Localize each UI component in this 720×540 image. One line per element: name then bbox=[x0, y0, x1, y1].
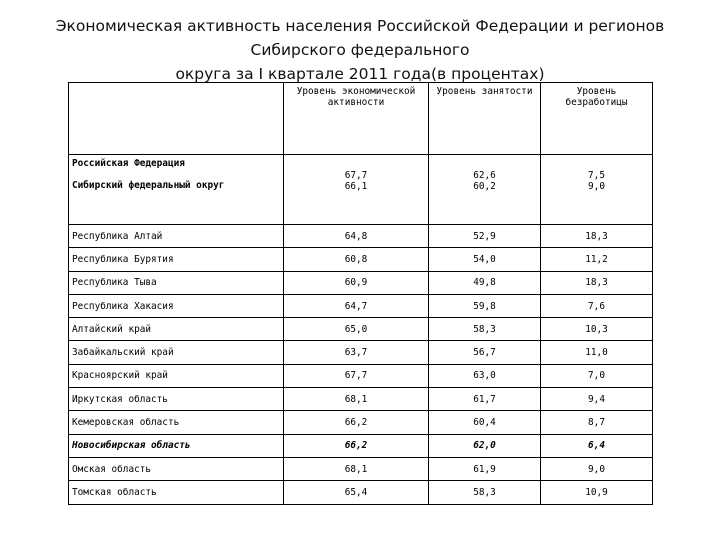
employment-value: 56,7 bbox=[429, 341, 541, 364]
summary-unemployment bbox=[541, 155, 653, 225]
employment-value: 54,0 bbox=[429, 248, 541, 271]
region-name: Новосибирская область bbox=[69, 434, 284, 457]
unemployment-value: 7,0 bbox=[541, 364, 653, 387]
employment-value: 61,7 bbox=[429, 388, 541, 411]
activity-value: 60,9 bbox=[284, 271, 429, 294]
activity-value: 67,7 bbox=[284, 364, 429, 387]
activity-value: 65,0 bbox=[284, 318, 429, 341]
summary-names bbox=[69, 155, 284, 225]
summary-employment bbox=[429, 155, 541, 225]
region-name: Томская область bbox=[69, 481, 284, 504]
header-activity: Уровень экономической активности bbox=[284, 83, 429, 155]
region-name: Республика Тыва bbox=[69, 271, 284, 294]
region-name: Иркутская область bbox=[69, 388, 284, 411]
unemployment-value: 6,4 bbox=[541, 434, 653, 457]
table-row bbox=[69, 364, 653, 387]
header-cell-empty bbox=[69, 83, 284, 155]
activity-table bbox=[68, 82, 653, 505]
employment-value: 60,4 bbox=[429, 411, 541, 434]
page-title bbox=[0, 14, 720, 86]
activity-value: 66,2 bbox=[284, 434, 429, 457]
unemployment-value: 9,4 bbox=[541, 388, 653, 411]
activity-value: 66,2 bbox=[284, 411, 429, 434]
sfo-activity: 66,1 bbox=[344, 181, 368, 192]
region-name: Республика Хакасия bbox=[69, 294, 284, 317]
table-row bbox=[69, 388, 653, 411]
rf-employment: 62,6 bbox=[473, 170, 496, 181]
header-unemployment: Уровень безработицы bbox=[541, 83, 653, 155]
table-row bbox=[69, 271, 653, 294]
table-row bbox=[69, 481, 653, 504]
header-row bbox=[69, 83, 653, 155]
sfo-label: Сибирский федеральный округ bbox=[72, 180, 225, 191]
summary-activity bbox=[284, 155, 429, 225]
region-name: Республика Алтай bbox=[69, 225, 284, 248]
employment-value: 58,3 bbox=[429, 481, 541, 504]
unemployment-value: 8,7 bbox=[541, 411, 653, 434]
table-row bbox=[69, 248, 653, 271]
table-row bbox=[69, 411, 653, 434]
employment-value: 52,9 bbox=[429, 225, 541, 248]
rf-activity: 67,7 bbox=[344, 170, 368, 181]
rf-label: Российская Федерация bbox=[72, 158, 185, 169]
employment-value: 63,0 bbox=[429, 364, 541, 387]
unemployment-value: 18,3 bbox=[541, 271, 653, 294]
unemployment-value: 9,0 bbox=[541, 457, 653, 480]
header-employment: Уровень занятости bbox=[429, 83, 541, 155]
region-name: Алтайский край bbox=[69, 318, 284, 341]
table-row bbox=[69, 294, 653, 317]
table-row bbox=[69, 225, 653, 248]
region-name: Омская область bbox=[69, 457, 284, 480]
unemployment-value: 18,3 bbox=[541, 225, 653, 248]
activity-value: 63,7 bbox=[284, 341, 429, 364]
activity-value: 60,8 bbox=[284, 248, 429, 271]
title-line-3: округа за I квартале 2011 года(в процентах) bbox=[175, 65, 545, 83]
employment-value: 62,0 bbox=[429, 434, 541, 457]
employment-value: 58,3 bbox=[429, 318, 541, 341]
unemployment-value: 11,0 bbox=[541, 341, 653, 364]
unemployment-value: 11,2 bbox=[541, 248, 653, 271]
employment-value: 49,8 bbox=[429, 271, 541, 294]
table-row bbox=[69, 457, 653, 480]
region-name: Забайкальский край bbox=[69, 341, 284, 364]
activity-value: 68,1 bbox=[284, 457, 429, 480]
activity-value: 64,7 bbox=[284, 294, 429, 317]
employment-value: 59,8 bbox=[429, 294, 541, 317]
title-line-2: Сибирского федерального bbox=[250, 41, 470, 59]
activity-value: 68,1 bbox=[284, 388, 429, 411]
region-name: Кемеровская область bbox=[69, 411, 284, 434]
region-name: Республика Бурятия bbox=[69, 248, 284, 271]
rf-unemployment: 7,5 bbox=[588, 170, 605, 181]
unemployment-value: 7,6 bbox=[541, 294, 653, 317]
region-name: Красноярский край bbox=[69, 364, 284, 387]
summary-row bbox=[69, 155, 653, 225]
employment-value: 61,9 bbox=[429, 457, 541, 480]
table-row bbox=[69, 434, 653, 457]
table-row bbox=[69, 341, 653, 364]
unemployment-value: 10,3 bbox=[541, 318, 653, 341]
table-row bbox=[69, 318, 653, 341]
unemployment-value: 10,9 bbox=[541, 481, 653, 504]
activity-value: 65,4 bbox=[284, 481, 429, 504]
sfo-unemployment: 9,0 bbox=[588, 181, 605, 192]
title-line-1: Экономическая активность населения Российской Федерации и регионов bbox=[55, 17, 665, 35]
activity-value: 64,8 bbox=[284, 225, 429, 248]
sfo-employment: 60,2 bbox=[473, 181, 496, 192]
